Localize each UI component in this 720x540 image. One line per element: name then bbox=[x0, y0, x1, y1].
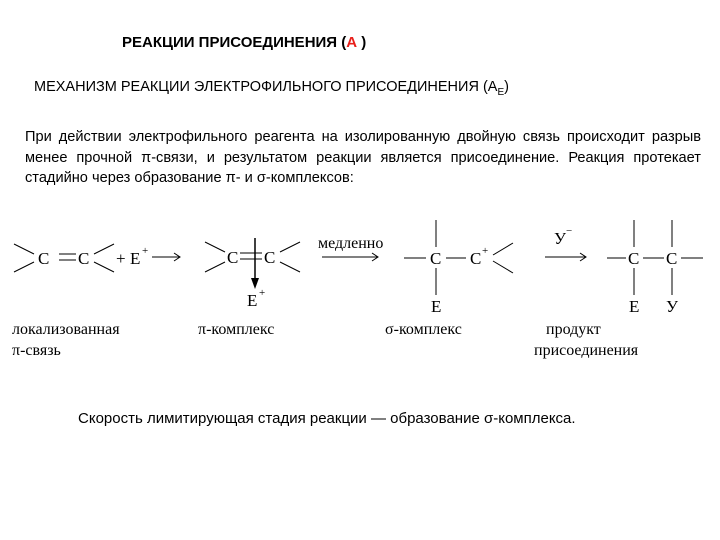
slow-step-label: медленно bbox=[318, 235, 384, 252]
product-carbon-2: C bbox=[666, 249, 678, 268]
product-carbon-1: C bbox=[628, 249, 640, 268]
reaction-scheme bbox=[0, 210, 720, 360]
title-letter: А bbox=[346, 34, 358, 51]
reagent-charge: + bbox=[142, 245, 149, 257]
bond-line bbox=[94, 262, 114, 272]
nucleophile-symbol: У bbox=[554, 229, 567, 248]
bond-line bbox=[14, 244, 34, 254]
bond-line bbox=[493, 243, 513, 255]
caption-sigma-complex: σ-комплекс bbox=[385, 321, 462, 338]
reactant-carbon-1: C bbox=[38, 249, 50, 268]
bond-line bbox=[493, 261, 513, 273]
subtitle-text: МЕХАНИЗМ РЕАКЦИИ ЭЛЕКТРОФИЛЬНОГО ПРИСОЕДИНЕНИЯ (А bbox=[34, 79, 498, 95]
conclusion-text: Скорость лимитирующая стадия реакции — образование σ-комплекса. bbox=[78, 410, 576, 427]
bond-line bbox=[94, 244, 114, 254]
product-substituent-y: У bbox=[666, 297, 679, 316]
caption-reactant-1: локализованная bbox=[12, 321, 120, 338]
pi-complex-carbon-1: C bbox=[227, 248, 239, 267]
sigma-complex-carbon-1: C bbox=[430, 249, 442, 268]
subtitle-subscript: Е bbox=[497, 86, 505, 98]
reactant-plus: + bbox=[116, 249, 126, 268]
intro-paragraph: При действии электрофильного реагента на изолированную двойную связь происходит разрыв менее прочной π-связи, и результатом реакции является присоединение. Реакция протекает стадийно через образование π- и σ-комплексов: bbox=[25, 129, 701, 186]
caption-product-1: продукт bbox=[546, 321, 601, 338]
title-prefix: РЕАКЦИИ ПРИСОЕДИНЕНИЯ ( bbox=[122, 34, 347, 51]
reagent-e: E bbox=[130, 249, 141, 268]
caption-product-2: присоединения bbox=[534, 342, 639, 359]
nucleophile-charge: − bbox=[566, 225, 573, 237]
bond-line bbox=[205, 262, 225, 272]
sigma-complex-cation-mark: + bbox=[482, 245, 489, 257]
product-substituent-e: E bbox=[629, 297, 640, 316]
pi-complex-pointer-head bbox=[251, 278, 259, 289]
title-suffix: ) bbox=[357, 34, 367, 51]
bond-line bbox=[280, 262, 300, 272]
pi-complex-carbon-2: C bbox=[264, 248, 276, 267]
sigma-complex-substituent: E bbox=[431, 297, 442, 316]
mechanism-subtitle bbox=[34, 79, 509, 98]
page-title bbox=[122, 34, 366, 51]
bond-line bbox=[14, 262, 34, 272]
caption-pi-complex: π-комплекс bbox=[198, 321, 275, 338]
caption-reactant-2: π-связь bbox=[12, 342, 61, 359]
reactant-carbon-2: C bbox=[78, 249, 90, 268]
bond-line bbox=[205, 242, 225, 252]
bond-line bbox=[280, 242, 300, 252]
pi-complex-electrophile: E bbox=[247, 291, 258, 310]
subtitle-close: ) bbox=[504, 79, 509, 95]
sigma-complex-carbon-2: C bbox=[470, 249, 482, 268]
pi-complex-electrophile-charge: + bbox=[259, 287, 266, 299]
